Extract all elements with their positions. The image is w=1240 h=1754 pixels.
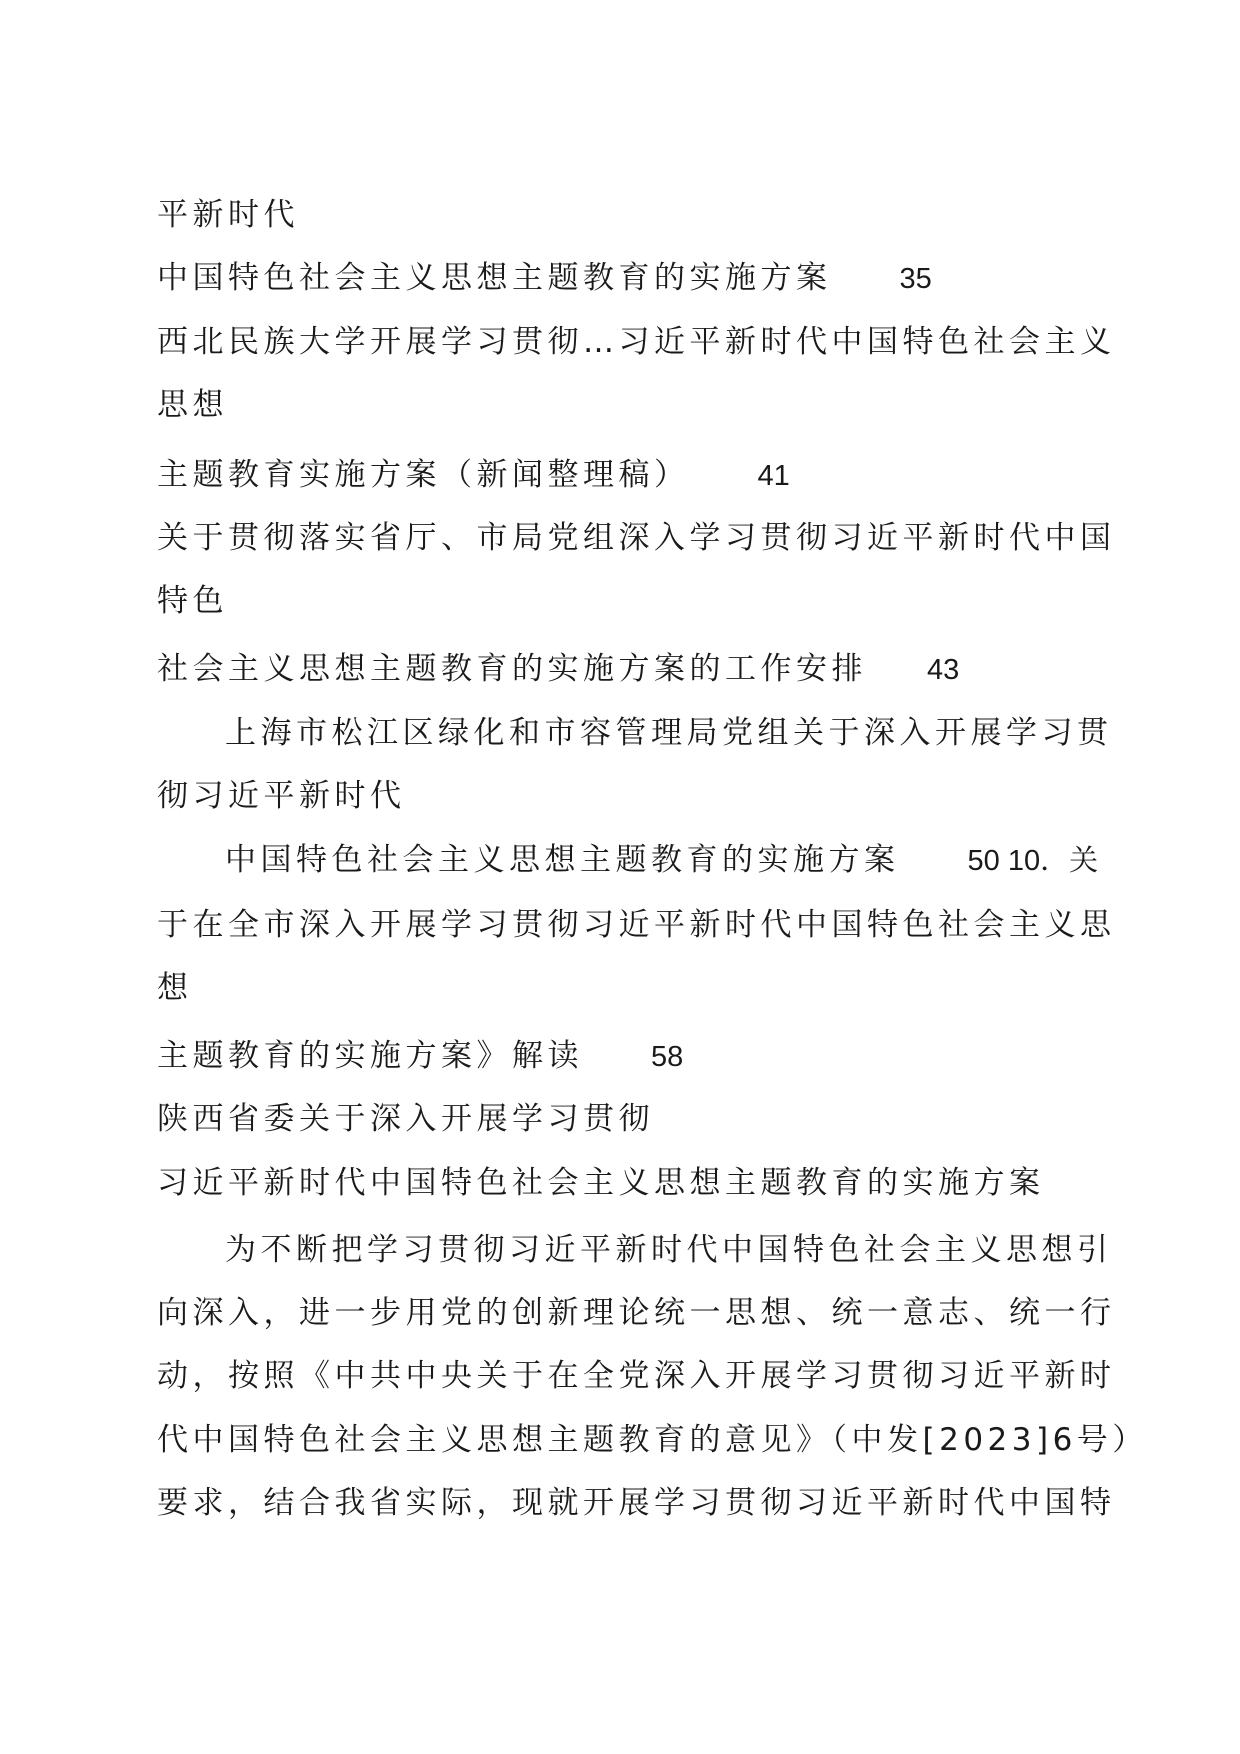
- body-text: 要求，结合我省实际，现就开展学习贯彻习近平新时代中国特: [157, 1485, 1116, 1521]
- toc-line-10: [157, 776, 1087, 816]
- body-text: 代中国特色社会主义思想主题教育的意见》（中发[2023]6号）: [157, 1422, 1148, 1458]
- toc-page-number: 35: [899, 263, 932, 295]
- toc-text: 上海市松江区绿化和市容管理局党组关于深入开展学习贯: [225, 715, 1113, 751]
- toc-line-11: [225, 840, 1099, 881]
- section-heading-line-1: [157, 1099, 1087, 1139]
- toc-text: 西北民族大学开展学习贯彻…习近平新时代中国特色社会主义: [157, 324, 1116, 360]
- body-text: 动，按照《中共中央关于在全党深入开展学习贯彻习近平新时: [157, 1358, 1116, 1394]
- body-line-2: [157, 1293, 1116, 1333]
- toc-page-number: 41: [757, 460, 790, 492]
- toc-line-14: [157, 1036, 1087, 1077]
- toc-line-2: [157, 258, 1087, 299]
- toc-text: 主题教育的实施方案》解读: [157, 1038, 583, 1074]
- toc-page-number: 50 10．关: [967, 845, 1099, 877]
- section-heading: 习近平新时代中国特色社会主义思想主题教育的实施方案: [157, 1165, 1045, 1201]
- body-line-4: [157, 1420, 1148, 1460]
- body-line-5: [157, 1483, 1116, 1523]
- toc-line-7: [157, 581, 1087, 621]
- toc-text: 思想: [157, 387, 228, 423]
- toc-page-number: 43: [927, 654, 960, 686]
- toc-line-12: [157, 905, 1116, 945]
- body-text: 为不断把学习贯彻习近平新时代中国特色社会主义思想引: [225, 1232, 1113, 1268]
- toc-text: 平新时代: [157, 197, 299, 233]
- toc-text: 中国特色社会主义思想主题教育的实施方案: [225, 842, 900, 878]
- toc-line-13: [157, 968, 1087, 1008]
- toc-line-9: [225, 713, 1113, 753]
- toc-text: 中国特色社会主义思想主题教育的实施方案: [157, 260, 832, 296]
- body-line-1: [225, 1230, 1113, 1270]
- toc-text: 关于贯彻落实省厅、市局党组深入学习贯彻习近平新时代中国: [157, 520, 1116, 556]
- toc-line-5: [157, 455, 1087, 496]
- body-line-3: [157, 1356, 1116, 1396]
- toc-text: 主题教育实施方案（新闻整理稿）: [157, 457, 690, 493]
- toc-text: 社会主义思想主题教育的实施方案的工作安排: [157, 651, 867, 687]
- toc-line-8: [157, 649, 1087, 690]
- section-heading: 陕西省委关于深入开展学习贯彻: [157, 1101, 654, 1137]
- toc-line-3: [157, 322, 1116, 362]
- toc-text: 特色: [157, 583, 228, 619]
- toc-text: 彻习近平新时代: [157, 778, 406, 814]
- toc-line-4: [157, 385, 1087, 425]
- toc-line-1: [157, 195, 1087, 235]
- toc-line-6: [157, 518, 1116, 558]
- body-text: 向深入，进一步用党的创新理论统一思想、统一意志、统一行: [157, 1295, 1116, 1331]
- toc-text: 于在全市深入开展学习贯彻习近平新时代中国特色社会主义思: [157, 907, 1116, 943]
- toc-text: 想: [157, 970, 193, 1006]
- toc-page-number: 58: [651, 1041, 684, 1073]
- section-heading-line-2: [157, 1163, 1087, 1203]
